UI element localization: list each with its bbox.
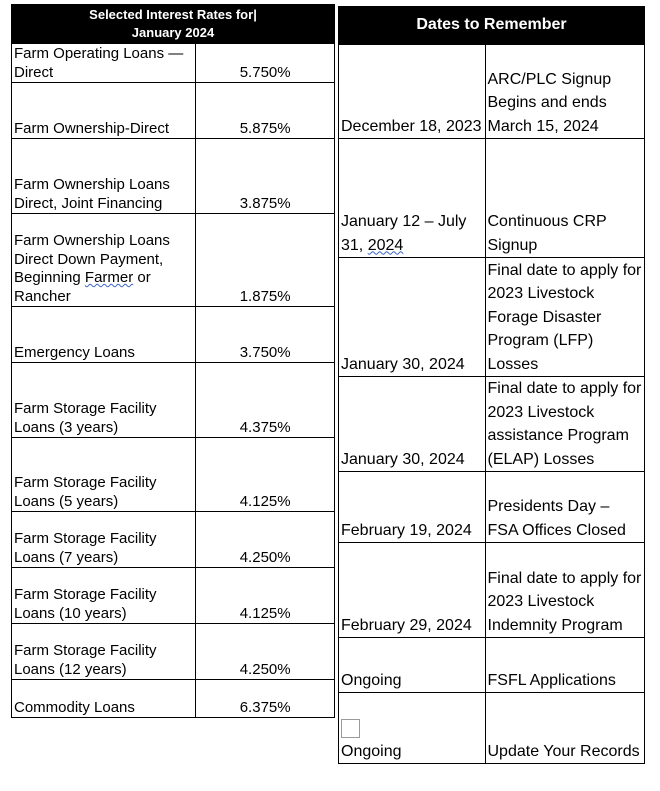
- event-date: February 29, 2024: [339, 543, 486, 638]
- rate-label: Farm Ownership-Direct: [12, 83, 196, 139]
- rate-value: 4.250%: [196, 624, 335, 680]
- rate-label-part: or Rancher: [14, 269, 151, 305]
- event-description: FSFL Applications: [485, 638, 645, 693]
- rate-row: [12, 83, 335, 139]
- event-date: January 30, 2024: [339, 377, 486, 472]
- interest-rates-table: [11, 4, 335, 718]
- date-row: [339, 258, 645, 377]
- event-description: Final date to apply for 2023 Livestock Indemnity Program: [485, 543, 645, 638]
- rates-header-row: [12, 5, 335, 44]
- event-date-part: January 12 – July 31,: [341, 213, 467, 254]
- event-description: Presidents Day – FSA Offices Closed: [485, 472, 645, 543]
- date-row: [339, 45, 645, 139]
- spellcheck-word: 2024: [367, 236, 404, 254]
- rate-row: [12, 438, 335, 512]
- object-anchor-box[interactable]: [341, 719, 360, 738]
- rate-value: 3.875%: [196, 139, 335, 214]
- dates-table-title: Dates to Remember: [339, 7, 645, 45]
- rate-label-part: Farm Ownership Loans Direct Down Payment, Beginning: [14, 232, 170, 286]
- event-date: Ongoing: [339, 638, 486, 693]
- rates-title-line1: Selected Interest Rates for: [89, 7, 254, 22]
- text-cursor: |: [253, 7, 257, 22]
- rates-table-title: [12, 5, 335, 44]
- rates-title-line2: January 2024: [131, 25, 215, 40]
- rate-value: 4.250%: [196, 512, 335, 568]
- event-date: [339, 693, 486, 764]
- event-description: ARC/PLC Signup Begins and ends March 15, 2024: [485, 45, 645, 139]
- date-row: [339, 472, 645, 543]
- rate-label: Commodity Loans: [12, 680, 196, 718]
- rate-row: [12, 680, 335, 718]
- rate-label: Emergency Loans: [12, 307, 196, 363]
- dates-to-remember-table: [338, 6, 645, 764]
- event-date: January 30, 2024: [339, 258, 486, 377]
- event-description: Continuous CRP Signup: [485, 139, 645, 258]
- rate-value: 4.375%: [196, 363, 335, 438]
- dates-header-row: [339, 7, 645, 45]
- rate-label: Farm Ownership Loans Direct, Joint Financing: [12, 139, 196, 214]
- rate-row: [12, 139, 335, 214]
- rate-row: [12, 512, 335, 568]
- date-row: [339, 377, 645, 472]
- rate-value: 5.875%: [196, 83, 335, 139]
- rate-row: [12, 363, 335, 438]
- rate-row: [12, 307, 335, 363]
- rate-value: 1.875%: [196, 214, 335, 307]
- event-description: Final date to apply for 2023 Livestock assistance Program (ELAP) Losses: [485, 377, 645, 472]
- rate-label: Farm Operating Loans — Direct: [12, 44, 196, 83]
- date-row: [339, 139, 645, 258]
- event-date: February 19, 2024: [339, 472, 486, 543]
- rate-value: 3.750%: [196, 307, 335, 363]
- rate-value: 5.750%: [196, 44, 335, 83]
- rate-row: [12, 44, 335, 83]
- rate-row: [12, 624, 335, 680]
- event-date: December 18, 2023: [339, 45, 486, 139]
- event-description: Update Your Records: [485, 693, 645, 764]
- rate-label: Farm Storage Facility Loans (5 years): [12, 438, 196, 512]
- date-row: [339, 638, 645, 693]
- spellcheck-word: Farmer: [84, 269, 134, 286]
- event-date-text: Ongoing: [341, 742, 402, 760]
- rate-value: 4.125%: [196, 438, 335, 512]
- rate-row: [12, 568, 335, 624]
- rate-label: Farm Storage Facility Loans (7 years): [12, 512, 196, 568]
- event-description: Final date to apply for 2023 Livestock Forage Disaster Program (LFP) Losses: [485, 258, 645, 377]
- rate-row: [12, 214, 335, 307]
- rate-label: Farm Storage Facility Loans (10 years): [12, 568, 196, 624]
- date-row: [339, 543, 645, 638]
- rate-label: Farm Storage Facility Loans (3 years): [12, 363, 196, 438]
- rate-value: 4.125%: [196, 568, 335, 624]
- rate-value: 6.375%: [196, 680, 335, 718]
- rate-label: [12, 214, 196, 307]
- date-row: [339, 693, 645, 764]
- rate-label: Farm Storage Facility Loans (12 years): [12, 624, 196, 680]
- event-date: [339, 139, 486, 258]
